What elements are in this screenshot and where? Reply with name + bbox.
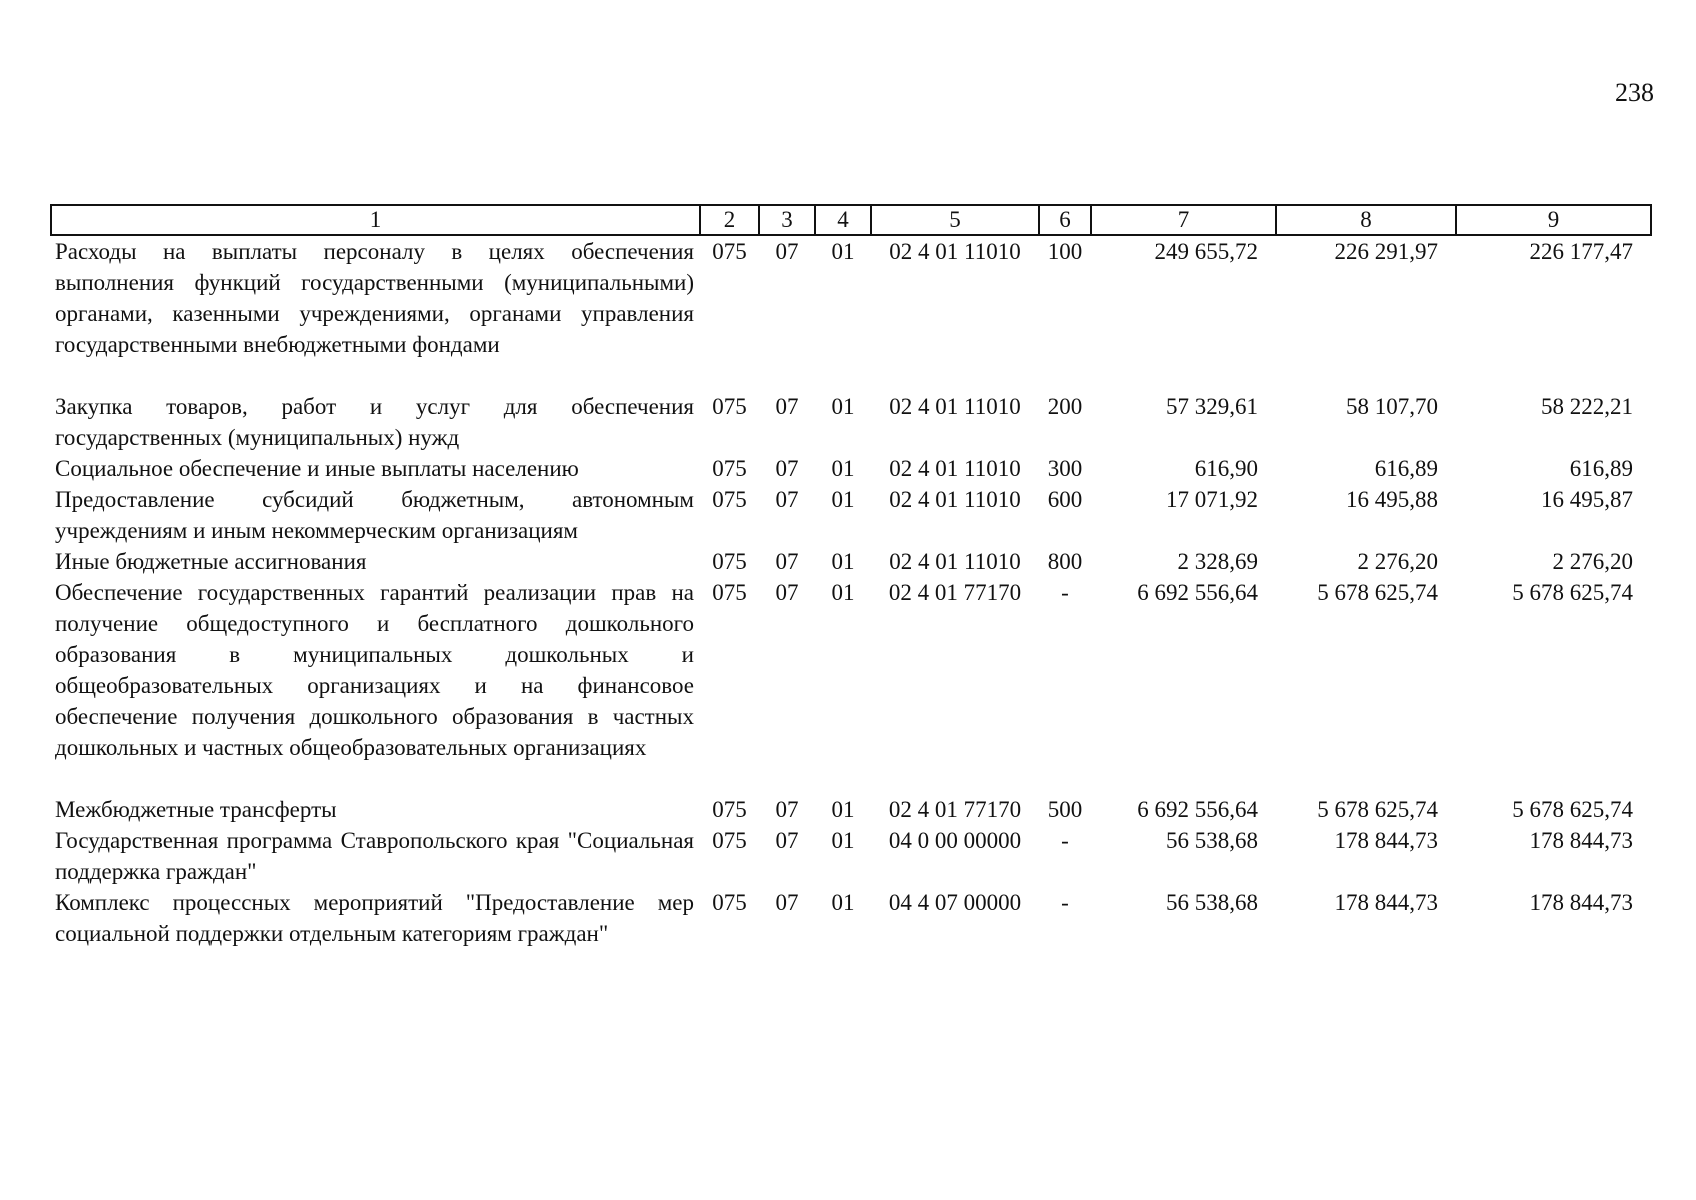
table-row: [51, 484, 1651, 546]
row-expense-type: 100: [1047, 239, 1083, 264]
row-expense-type: -: [1061, 890, 1069, 915]
table-row: [51, 887, 1651, 949]
row-target-article: 04 4 07 00000: [888, 890, 1022, 915]
row-name: Расходы на выплаты персоналу в целях обеспечения выполнения функций государственными (муниципальными) органами, казенными учреждениями, органами управления государственными внебюджетными фондами: [55, 239, 694, 357]
row-section: 07: [775, 394, 799, 419]
row-target-article: 02 4 01 11010: [889, 549, 1021, 574]
row-amount-2: 616,89: [1374, 456, 1438, 481]
page-number: 238: [1615, 78, 1654, 107]
table-row: [51, 235, 1651, 391]
row-subsection: 01: [831, 549, 855, 574]
table-row: [51, 453, 1651, 484]
row-grbs: 075: [712, 456, 747, 481]
column-header-6: 6: [1039, 205, 1091, 235]
row-section: 07: [775, 890, 799, 915]
row-grbs: 075: [712, 580, 747, 605]
row-grbs: 075: [712, 828, 747, 853]
row-section: 07: [775, 580, 799, 605]
row-subsection: 01: [831, 890, 855, 915]
row-subsection: 01: [831, 828, 855, 853]
row-subsection: 01: [831, 797, 855, 822]
row-amount-1: 2 328,69: [1177, 549, 1258, 574]
row-amount-1: 6 692 556,64: [1137, 580, 1258, 605]
table-row: [51, 391, 1651, 453]
row-amount-2: 178 844,73: [1334, 828, 1438, 853]
row-amount-1: 56 538,68: [1166, 828, 1258, 853]
row-name: Государственная программа Ставропольского края "Социальная поддержка граждан": [55, 828, 694, 884]
row-amount-1: 56 538,68: [1166, 890, 1258, 915]
row-amount-1: 616,90: [1194, 456, 1258, 481]
row-amount-3: 616,89: [1569, 456, 1633, 481]
row-name: Закупка товаров, работ и услуг для обеспечения государственных (муниципальных) нужд: [55, 394, 694, 450]
row-name: Межбюджетные трансферты: [55, 797, 337, 822]
column-header-8: 8: [1276, 205, 1456, 235]
row-amount-2: 178 844,73: [1334, 890, 1438, 915]
row-expense-type: 500: [1047, 797, 1083, 822]
row-amount-2: 226 291,97: [1334, 239, 1438, 264]
row-expense-type: -: [1061, 580, 1069, 605]
row-target-article: 02 4 01 11010: [889, 394, 1021, 419]
row-section: 07: [775, 487, 799, 512]
row-name: Предоставление субсидий бюджетным, автономным учреждениям и иным некоммерческим организациям: [55, 487, 694, 543]
column-header-3: 3: [759, 205, 815, 235]
column-header-9: 9: [1456, 205, 1651, 235]
column-header-1: 1: [51, 205, 700, 235]
row-subsection: 01: [831, 456, 855, 481]
row-amount-3: 58 222,21: [1541, 394, 1633, 419]
table-row: [51, 825, 1651, 887]
row-grbs: 075: [712, 487, 747, 512]
row-amount-3: 5 678 625,74: [1512, 580, 1633, 605]
row-section: 07: [775, 797, 799, 822]
row-name: Обеспечение государственных гарантий реализации прав на получение общедоступного и бесплатного дошкольного образования в муниципальных дошкольных и общеобразовательных организациях и на финансовое обеспечение получения дошкольного образования в частных дошкольных и частных общеобразовательных организациях: [55, 580, 694, 760]
row-amount-3: 178 844,73: [1529, 828, 1633, 853]
row-grbs: 075: [712, 549, 747, 574]
row-amount-3: 16 495,87: [1541, 487, 1633, 512]
row-grbs: 075: [712, 797, 747, 822]
row-section: 07: [775, 239, 799, 264]
row-grbs: 075: [712, 239, 747, 264]
column-header-7: 7: [1091, 205, 1276, 235]
row-target-article: 02 4 01 11010: [889, 239, 1021, 264]
row-amount-2: 5 678 625,74: [1317, 797, 1438, 822]
row-section: 07: [775, 828, 799, 853]
budget-table: [50, 204, 1652, 949]
row-amount-1: 249 655,72: [1154, 239, 1258, 264]
row-grbs: 075: [712, 394, 747, 419]
row-name: Социальное обеспечение и иные выплаты населению: [55, 456, 579, 481]
row-target-article: 02 4 01 11010: [889, 487, 1021, 512]
row-amount-3: 178 844,73: [1529, 890, 1633, 915]
row-name: Комплекс процессных мероприятий "Предоставление мер социальной поддержки отдельным категориям граждан": [55, 890, 694, 946]
header-row: [51, 205, 1651, 235]
row-grbs: 075: [712, 890, 747, 915]
column-header-5: 5: [871, 205, 1039, 235]
row-amount-1: 57 329,61: [1166, 394, 1258, 419]
row-amount-1: 17 071,92: [1166, 487, 1258, 512]
row-amount-3: 5 678 625,74: [1512, 797, 1633, 822]
row-amount-3: 226 177,47: [1529, 239, 1633, 264]
row-expense-type: -: [1061, 828, 1069, 853]
row-section: 07: [775, 549, 799, 574]
column-header-4: 4: [815, 205, 871, 235]
row-expense-type: 300: [1047, 456, 1083, 481]
row-expense-type: 200: [1047, 394, 1083, 419]
row-subsection: 01: [831, 580, 855, 605]
row-amount-2: 5 678 625,74: [1317, 580, 1438, 605]
table-row: [51, 577, 1651, 794]
column-header-2: 2: [700, 205, 759, 235]
row-target-article: 02 4 01 77170: [888, 580, 1022, 605]
row-amount-2: 58 107,70: [1346, 394, 1438, 419]
table-row: [51, 546, 1651, 577]
row-amount-2: 16 495,88: [1346, 487, 1438, 512]
row-subsection: 01: [831, 394, 855, 419]
row-amount-2: 2 276,20: [1357, 549, 1438, 574]
row-expense-type: 600: [1047, 487, 1083, 512]
table-row: [51, 794, 1651, 825]
row-amount-1: 6 692 556,64: [1137, 797, 1258, 822]
row-expense-type: 800: [1047, 549, 1083, 574]
row-target-article: 02 4 01 77170: [888, 797, 1022, 822]
row-amount-3: 2 276,20: [1552, 549, 1633, 574]
row-target-article: 02 4 01 11010: [889, 456, 1021, 481]
table-body: [51, 235, 1651, 949]
row-subsection: 01: [831, 239, 855, 264]
row-subsection: 01: [831, 487, 855, 512]
row-section: 07: [775, 456, 799, 481]
row-name: Иные бюджетные ассигнования: [55, 549, 367, 574]
table-header: [51, 205, 1651, 235]
row-target-article: 04 0 00 00000: [888, 828, 1022, 853]
